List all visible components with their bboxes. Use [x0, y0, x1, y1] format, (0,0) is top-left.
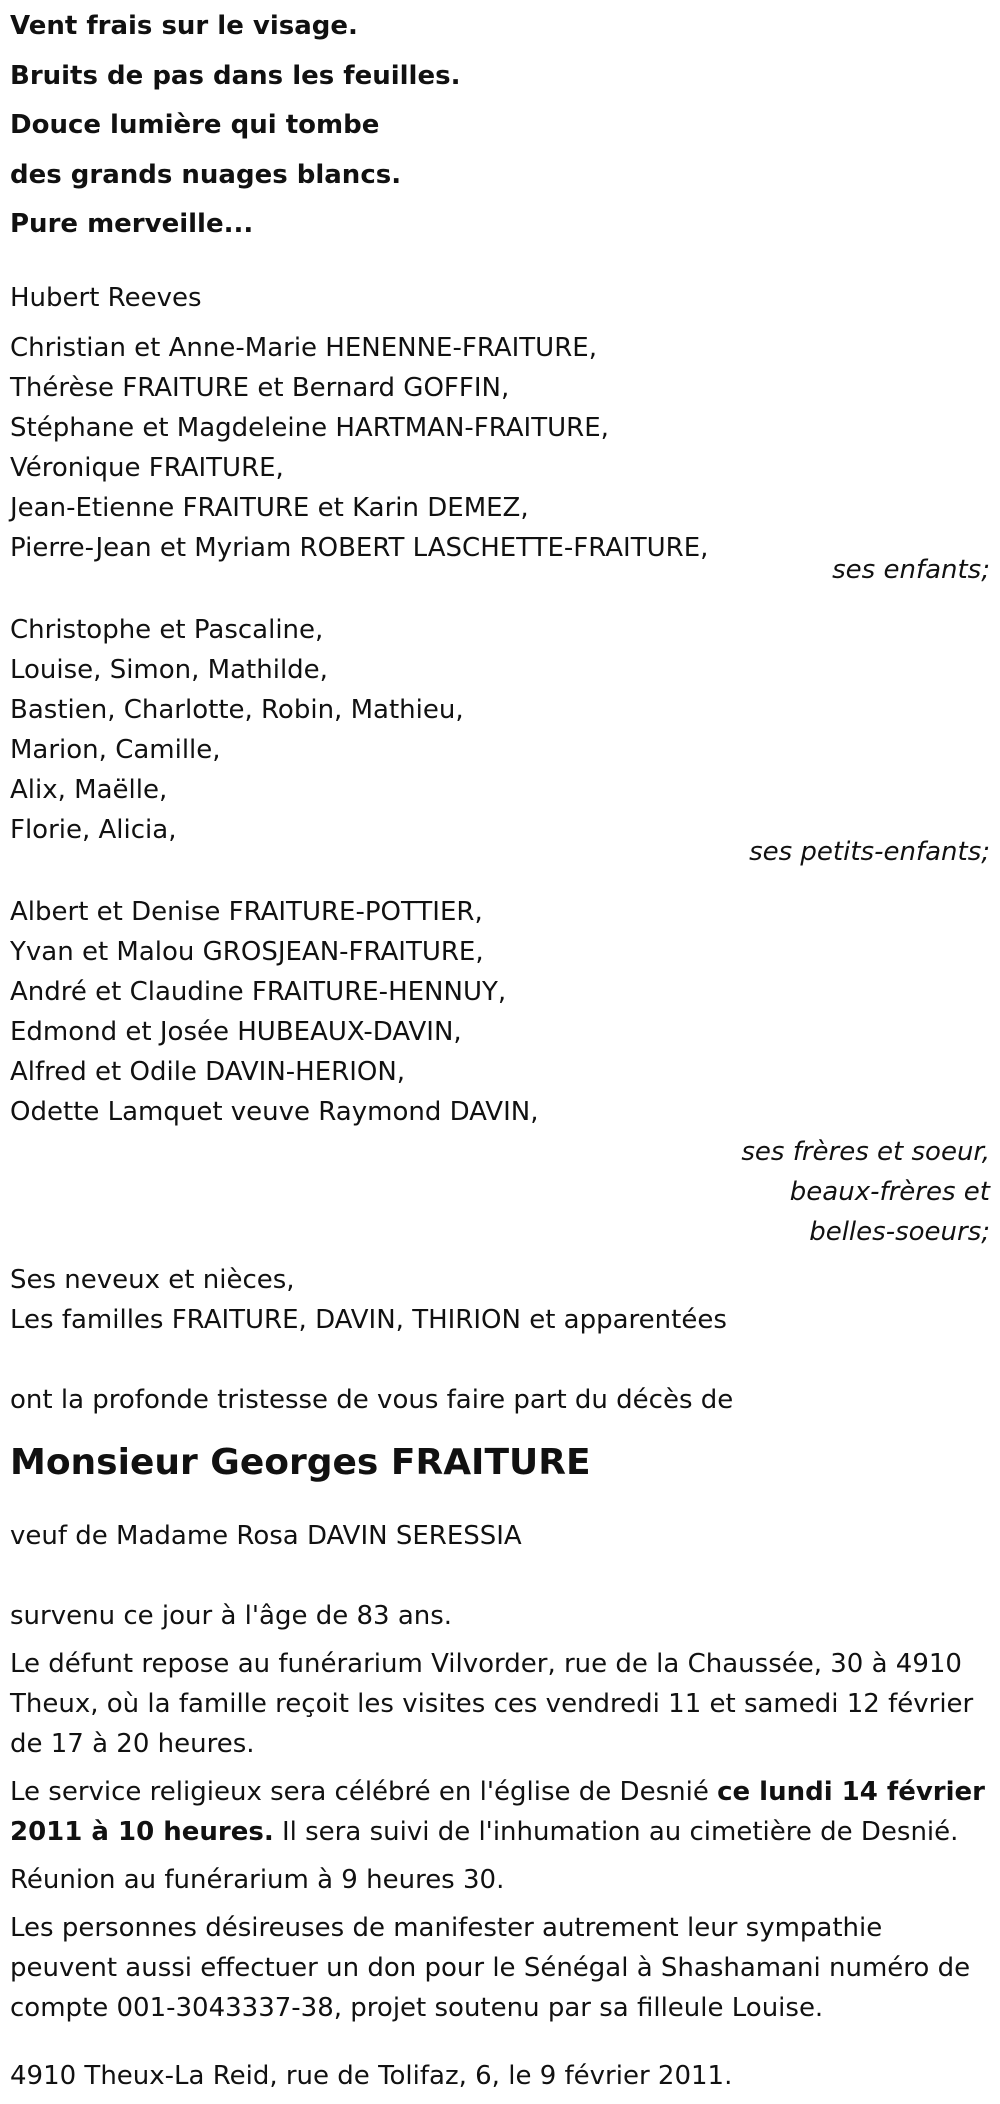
grandchildren-role: ses petits-enfants; [749, 836, 990, 867]
service-text: Le service religieux sera célébré en l'église de Desnié [10, 1776, 718, 1807]
grandchildren-list [10, 610, 990, 872]
list-item: Marion, Camille, [10, 734, 221, 765]
siblings-role-line: beaux-frères et [789, 1176, 990, 1207]
siblings-role-line: belles-soeurs; [809, 1216, 990, 1247]
address-line: 4910 Theux-La Reid, rue de Tolifaz, 6, le 9 février 2011. [10, 2060, 733, 2091]
list-item: Florie, Alicia, [10, 814, 177, 845]
children-role: ses enfants; [832, 554, 990, 585]
list-item: Christian et Anne-Marie HENENNE-FRAITURE, [10, 332, 597, 363]
list-item: Albert et Denise FRAITURE-POTTIER, [10, 896, 483, 927]
children-list [10, 328, 990, 590]
service-paragraph [10, 1772, 990, 1852]
poem-line: Douce lumière qui tombe [10, 110, 380, 140]
list-item: Alix, Maëlle, [10, 774, 168, 805]
list-item: Thérèse FRAITURE et Bernard GOFFIN, [10, 372, 510, 403]
siblings-list [10, 892, 990, 1252]
poem-line: Vent frais sur le visage. [10, 11, 358, 41]
list-item: Ses neveux et nièces, [10, 1264, 295, 1295]
poem-author: Hubert Reeves [10, 282, 202, 313]
service-date: ce lundi 14 février 2011 à 10 heures. [10, 1776, 985, 1847]
donation-paragraph: Les personnes désireuses de manifester autrement leur sympathie peuvent aussi effectuer un don pour le Sénégal à Shashamani numéro de compte 001-3043337-38, projet soutenu par sa filleule Louise. [10, 1912, 971, 2023]
list-item: Alfred et Odile DAVIN-HERION, [10, 1056, 406, 1087]
poem-line: Pure merveille... [10, 209, 254, 239]
list-item: Yvan et Malou GROSJEAN-FRAITURE, [10, 936, 484, 967]
list-item: Louise, Simon, Mathilde, [10, 654, 328, 685]
list-item: Bastien, Charlotte, Robin, Mathieu, [10, 694, 464, 725]
list-item: Edmond et Josée HUBEAUX-DAVIN, [10, 1016, 462, 1047]
list-item: Jean-Etienne FRAITURE et Karin DEMEZ, [10, 492, 529, 523]
list-item: Odette Lamquet veuve Raymond DAVIN, [10, 1096, 539, 1127]
meeting-line: Réunion au funérarium à 9 heures 30. [10, 1864, 505, 1895]
widower-line: veuf de Madame Rosa DAVIN SERESSIA [10, 1520, 522, 1551]
list-item: André et Claudine FRAITURE-HENNUY, [10, 976, 507, 1007]
list-item: Stéphane et Magdeleine HARTMAN-FRAITURE, [10, 412, 609, 443]
others-list [10, 1260, 990, 1340]
siblings-role-line: ses frères et soeur, [741, 1136, 990, 1167]
list-item: Pierre-Jean et Myriam ROBERT LASCHETTE-FRAITURE, [10, 532, 709, 563]
poem-line: Bruits de pas dans les feuilles. [10, 60, 461, 91]
funerarium-paragraph: Le défunt repose au funérarium Vilvorder, rue de la Chaussée, 30 à 4910 Theux, où la famille reçoit les visites ces vendredi 11 et samedi 12 février de 17 à 20 heures. [10, 1648, 974, 1759]
deceased-name: Monsieur Georges FRAITURE [10, 1441, 591, 1483]
list-item: Les familles FRAITURE, DAVIN, THIRION et apparentées [10, 1304, 727, 1335]
age-line: survenu ce jour à l'âge de 83 ans. [10, 1600, 453, 1631]
announcement: ont la profonde tristesse de vous faire part du décès de [10, 1384, 734, 1415]
list-item: Véronique FRAITURE, [10, 452, 284, 483]
obituary-page [10, 0, 990, 2104]
poem-line: des grands nuages blancs. [10, 159, 402, 190]
list-item: Christophe et Pascaline, [10, 614, 324, 645]
poem [10, 0, 990, 254]
service-text-after: Il sera suivi de l'inhumation au cimetière de Desnié. [273, 1816, 959, 1847]
